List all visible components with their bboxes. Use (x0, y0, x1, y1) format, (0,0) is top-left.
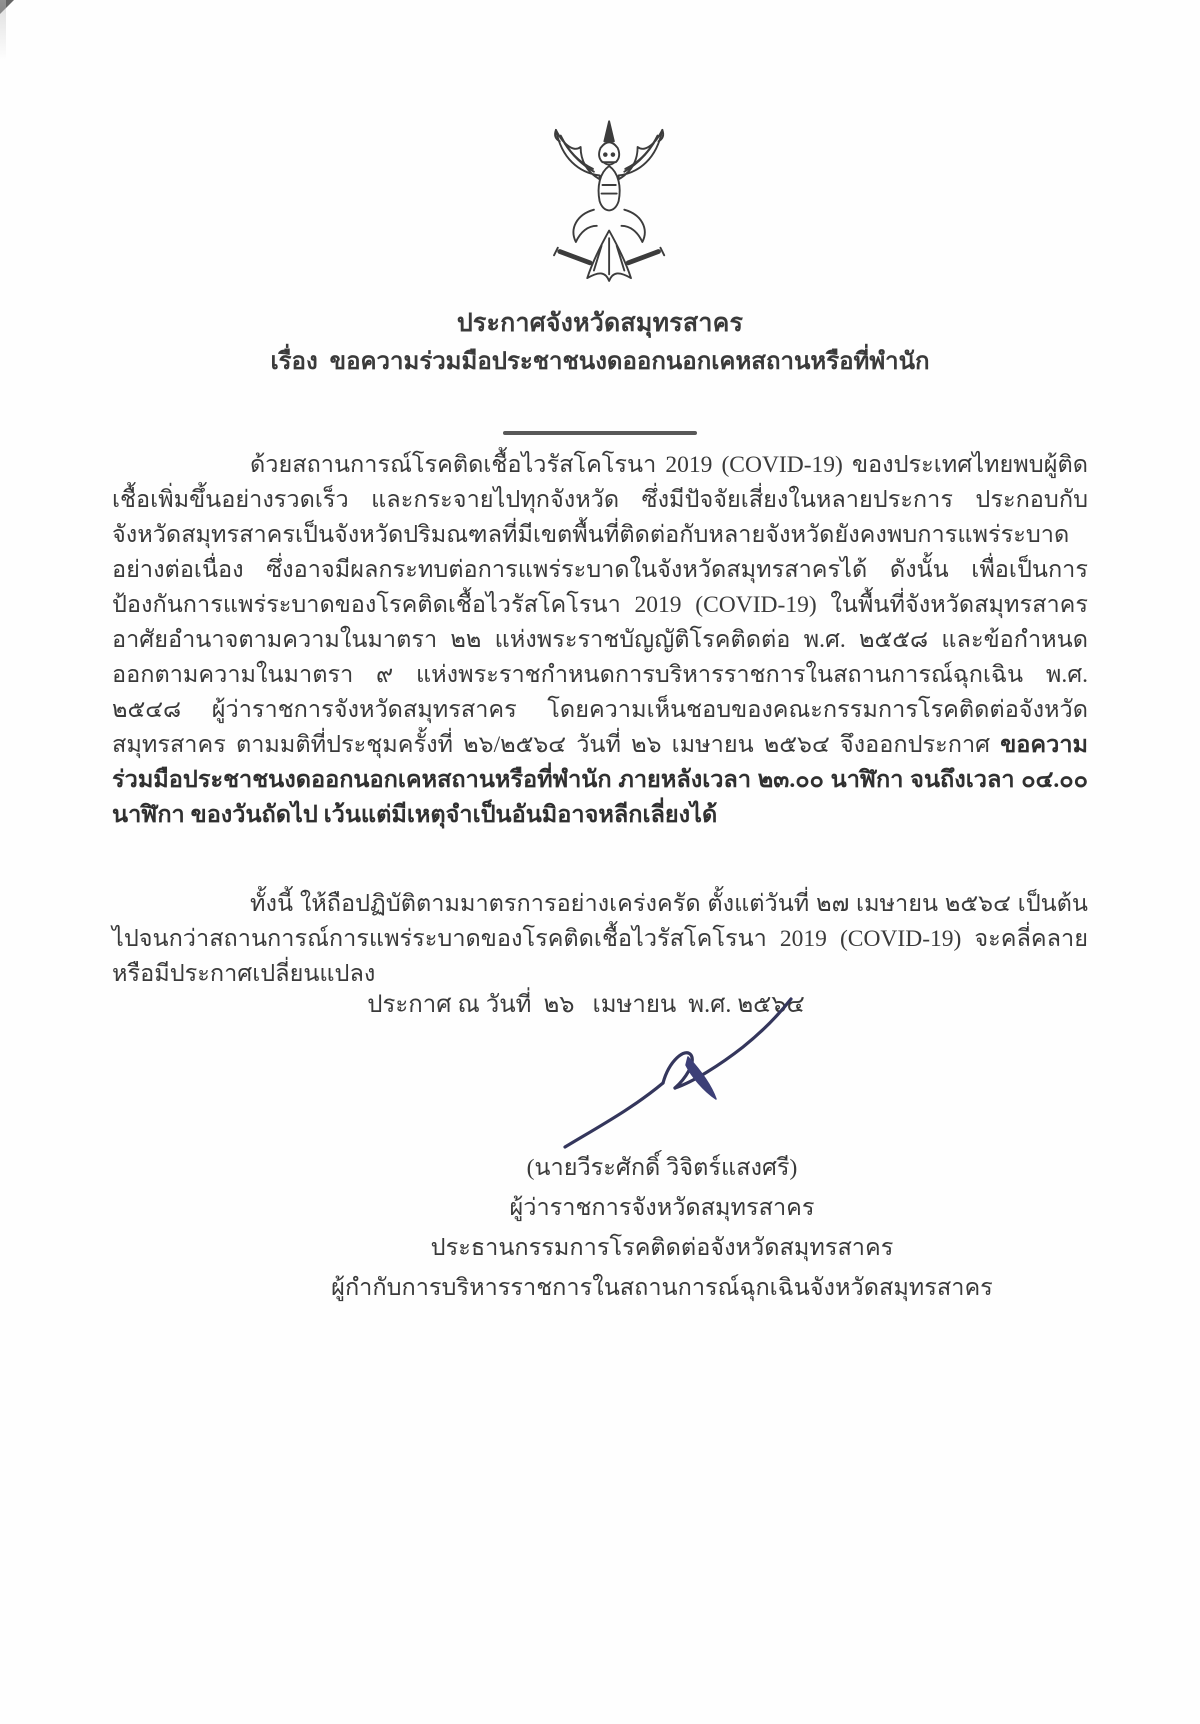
signatory-block (62, 1148, 1200, 1308)
signature-ink (545, 985, 807, 1157)
document-body (112, 448, 1088, 992)
document-title: ประกาศจังหวัดสมุทรสาคร (456, 310, 744, 337)
signatory-name: (นายวีระศักดิ์ วิจิตร์แสงศรี) (526, 1155, 798, 1181)
garuda-emblem-icon (533, 116, 685, 292)
paragraph-2: ทั้งนี้ ให้ถือปฏิบัติตามมาตรการอย่างเคร่งครัด ตั้งแต่วันที่ ๒๗ เมษายน ๒๕๖๔ เป็นต้นไปจนกว่าสถานการณ์การแพร่ระบาดของโรคติดเชื้อไวรัสโคโรนา 2019 (COVID-19) จะคลี่คลายหรือมีประกาศเปลี่ยนแปลง (112, 891, 1088, 987)
document-subject: เรื่อง ขอความร่วมมือประชาชนงดออกนอกเคหสถานหรือที่พำนัก (270, 349, 930, 375)
title-divider-line (503, 431, 697, 435)
issued-date-line: ประกาศ ณ วันที่ ๒๖ เมษายน พ.ศ. ๒๕๖๔ (367, 992, 805, 1018)
signatory-title-governor: ผู้ว่าราชการจังหวัดสมุทรสาคร (509, 1195, 815, 1221)
paragraph-1-lead: ด้วยสถานการณ์โรคติดเชื้อไวรัสโคโรนา 2019 (COVID-19) ของประเทศไทยพบผู้ติดเชื้อเพิ่มขึ้นอย่างรวดเร็ว และกระจายไปทุกจังหวัด ซึ่งมีปัจจัยเสี่ยงในหลายประการ ประกอบกับจังหวัดสมุทรสาครเป็นจังหวัดปริมณฑลที่มีเขตพื้นที่ติดต่อกับหลายจังหวัดยังคงพบการแพร่ระบาดอย่างต่อเนื่อง ซึ่งอาจมีผลกระทบต่อการแพร่ระบาดในจังหวัดสมุทรสาครได้ ดังนั้น เพื่อเป็นการป้องกันการแพร่ระบาดของโรคติดเชื้อไวรัสโคโรนา 2019 (COVID-19) ในพื้นที่จังหวัดสมุทรสาคร อาศัยอำนาจตามความในมาตรา ๒๒ แห่งพระราชบัญญัติโรคติดต่อ พ.ศ. ๒๕๕๘ และข้อกำหนดออกตามความในมาตรา ๙ แห่งพระราชกำหนดการบริหารราชการในสถานการณ์ฉุกเฉิน พ.ศ. ๒๕๔๘ ผู้ว่าราชการจังหวัดสมุทรสาคร โดยความเห็นชอบของคณะกรรมการโรคติดต่อจังหวัดสมุทรสาคร ตามมติที่ประชุมครั้งที่ ๒๖/๒๕๖๔ วันที่ ๒๖ เมษายน ๒๕๖๔ จึงออกประกาศ (112, 452, 1088, 758)
scan-edge-shade (0, 0, 6, 60)
signatory-title-emergency-supervisor: ผู้กำกับการบริหารราชการในสถานการณ์ฉุกเฉินจังหวัดสมุทรสาคร (331, 1275, 993, 1301)
paragraph-1 (112, 448, 1088, 833)
signatory-title-committee-chair: ประธานกรรมการโรคติดต่อจังหวัดสมุทรสาคร (430, 1235, 894, 1261)
paragraph-1-emphasis: ขอความร่วมมือประชาชนงดออกนอกเคหสถานหรือที่พำนัก ภายหลังเวลา ๒๓.๐๐ นาฬิกา จนถึงเวลา ๐๔.๐๐ นาฬิกา ของวันถัดไป เว้นแต่มีเหตุจำเป็นอันมิอาจหลีกเลี่ยงได้ (112, 732, 1088, 828)
